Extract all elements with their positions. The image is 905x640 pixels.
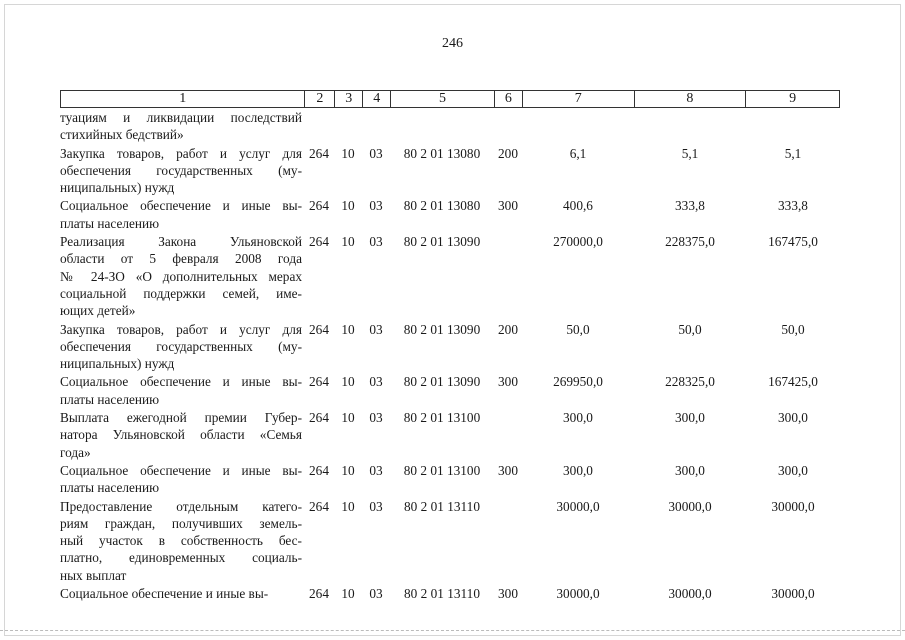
cell-value: 264 [309, 374, 329, 390]
header-cell-1: 1 [179, 91, 187, 106]
row-cell-5 [390, 232, 494, 250]
row-description [60, 461, 304, 497]
cell-value: 10 [341, 462, 355, 478]
row-cell-6 [494, 144, 522, 162]
cell-value: 228325,0 [665, 374, 715, 390]
cell-value: 264 [309, 498, 329, 514]
row-cell-5 [390, 408, 494, 426]
table-header-row [60, 90, 840, 108]
cell-value: 10 [341, 234, 355, 250]
description-line: Социальное обеспечение и иные вы- [60, 374, 302, 390]
header-cell-6: 6 [494, 91, 522, 107]
cell-value: 03 [369, 462, 383, 478]
cell-value: 300 [498, 462, 518, 478]
row-cell-8 [634, 320, 746, 338]
row-cell-6 [494, 108, 522, 109]
cell-value: 80 2 01 13100 [403, 462, 481, 478]
description-line: ных выплат [60, 567, 127, 583]
row-description [60, 372, 304, 408]
row-description [60, 408, 304, 461]
description-line: платы населению [60, 391, 160, 407]
cell-value: 5,1 [784, 145, 802, 161]
cell-value: 333,8 [675, 198, 705, 214]
cell-value: 333,8 [778, 198, 808, 214]
header-cell-4: 4 [362, 91, 390, 107]
cell-value: 80 2 01 13110 [404, 586, 480, 602]
cell-value: 10 [341, 374, 355, 390]
description-line: Социальное обеспечение и иные вы- [60, 462, 302, 478]
table-row [60, 461, 840, 497]
row-cell-6 [494, 196, 522, 214]
cell-value: 03 [369, 410, 383, 426]
row-cell-7 [522, 408, 634, 426]
row-cell-4 [362, 320, 390, 338]
cell-value: 03 [369, 498, 383, 514]
description-line: обеспечения государственных (му- [60, 162, 302, 178]
description-line: Социальное обеспечение и иные вы- [60, 586, 269, 602]
cell-value: 10 [341, 145, 355, 161]
description-line: ный участок в собственность бес- [60, 533, 302, 549]
cell-value: 228375,0 [665, 234, 715, 250]
row-cell-2 [304, 584, 334, 602]
table-body [60, 108, 840, 602]
cell-value: 264 [309, 145, 329, 161]
page-number: 246 [442, 36, 463, 51]
header-cell-5: 5 [390, 91, 494, 107]
row-cell-4 [362, 196, 390, 214]
row-cell-6 [494, 408, 522, 409]
cell-value: 270000,0 [553, 234, 603, 250]
row-cell-5 [390, 320, 494, 338]
description-line: платно, единовременных социаль- [60, 550, 302, 566]
row-cell-6 [494, 497, 522, 498]
row-cell-2 [304, 497, 334, 515]
description-line: туациям и ликвидации последствий [60, 110, 302, 125]
cell-value: 80 2 01 13090 [403, 234, 481, 250]
cell-value: 264 [309, 234, 329, 250]
row-cell-3 [334, 232, 362, 250]
row-cell-7 [522, 232, 634, 250]
row-cell-8 [634, 408, 746, 426]
row-cell-5 [390, 584, 494, 602]
row-cell-4 [362, 144, 390, 162]
description-line: Реализация Закона Ульяновской [60, 234, 302, 250]
description-line: Выплата ежегодной премии Губер- [60, 410, 302, 426]
cell-value: 50,0 [781, 321, 805, 337]
description-line: Предоставление отдельным катего- [60, 498, 302, 514]
description-line: ниципальных) нужд [60, 180, 175, 196]
description-line: Закупка товаров, работ и услуг для [60, 321, 302, 337]
table-row [60, 144, 840, 197]
row-cell-3 [334, 144, 362, 162]
cell-value: 300,0 [563, 462, 593, 478]
description-line: области от 5 февраля 2008 года [60, 251, 302, 267]
row-cell-4 [362, 232, 390, 250]
cell-value: 10 [341, 586, 355, 602]
cell-value: 264 [309, 586, 329, 602]
row-cell-2 [304, 108, 334, 109]
cell-value: 167475,0 [768, 234, 818, 250]
description-line: стихийных бедствий» [60, 127, 184, 143]
header-cell-8: 8 [634, 91, 746, 107]
row-cell-9 [746, 108, 840, 126]
row-cell-9 [746, 320, 840, 338]
cell-value: 80 2 01 13080 [403, 145, 481, 161]
row-cell-3 [334, 372, 362, 390]
cell-value: 50,0 [566, 321, 590, 337]
cell-value: 200 [498, 321, 518, 337]
description-line: риям граждан, получивших земель- [60, 515, 302, 531]
cell-value: 10 [341, 410, 355, 426]
page-bottom-edge [0, 630, 905, 633]
row-cell-9 [746, 144, 840, 162]
cell-value: 03 [369, 198, 383, 214]
row-cell-9 [746, 372, 840, 390]
row-cell-9 [746, 408, 840, 426]
row-cell-3 [334, 108, 362, 109]
row-cell-4 [362, 372, 390, 390]
cell-value: 300,0 [778, 462, 808, 478]
cell-value: 6,1 [569, 145, 587, 161]
row-cell-4 [362, 584, 390, 602]
row-cell-7 [522, 144, 634, 162]
row-cell-7 [522, 372, 634, 390]
cell-value: 10 [341, 198, 355, 214]
header-cell-3: 3 [334, 91, 362, 107]
row-cell-5 [390, 461, 494, 479]
cell-value: 03 [369, 586, 383, 602]
table-row [60, 232, 840, 319]
row-cell-7 [522, 108, 634, 126]
row-cell-9 [746, 196, 840, 214]
row-cell-8 [634, 372, 746, 390]
table-row [60, 320, 840, 373]
row-description [60, 196, 304, 232]
description-line: платы населению [60, 215, 160, 231]
row-description [60, 497, 304, 584]
row-cell-6 [494, 584, 522, 602]
cell-value: 300 [498, 586, 518, 602]
row-cell-8 [634, 461, 746, 479]
row-cell-8 [634, 232, 746, 250]
description-line: Закупка товаров, работ и услуг для [60, 145, 302, 161]
table-row [60, 408, 840, 461]
row-cell-7 [522, 497, 634, 515]
row-cell-6 [494, 372, 522, 390]
row-description [60, 232, 304, 319]
table-row [60, 108, 840, 144]
row-cell-5 [390, 108, 494, 109]
cell-value: 400,6 [563, 198, 593, 214]
cell-value: 167425,0 [768, 374, 818, 390]
cell-value: 03 [369, 374, 383, 390]
cell-value: 30000,0 [771, 498, 815, 514]
row-cell-7 [522, 320, 634, 338]
cell-value: 30000,0 [668, 498, 712, 514]
row-cell-8 [634, 144, 746, 162]
row-cell-2 [304, 372, 334, 390]
cell-value: 30000,0 [668, 586, 712, 602]
cell-value: 50,0 [678, 321, 702, 337]
table-row [60, 196, 840, 232]
cell-value: 200 [498, 145, 518, 161]
description-line: натора Ульяновской области «Семья [60, 427, 302, 443]
row-cell-6 [494, 320, 522, 338]
row-cell-2 [304, 320, 334, 338]
cell-value: 80 2 01 13110 [404, 498, 480, 514]
cell-value: 03 [369, 234, 383, 250]
description-line: № 24-ЗО «О дополнительных мерах [60, 268, 302, 284]
row-cell-3 [334, 408, 362, 426]
header-cell-2: 2 [304, 91, 334, 107]
cell-value: 300,0 [778, 410, 808, 426]
description-line: Социальное обеспечение и иные вы- [60, 198, 302, 214]
cell-value: 80 2 01 13100 [403, 410, 481, 426]
row-cell-2 [304, 232, 334, 250]
row-cell-8 [634, 108, 746, 126]
cell-value: 300,0 [675, 410, 705, 426]
cell-value: 80 2 01 13090 [403, 321, 481, 337]
description-line: года» [60, 444, 91, 460]
row-cell-2 [304, 408, 334, 426]
header-cell-9: 9 [745, 91, 839, 107]
description-line: ющих детей» [60, 303, 136, 319]
row-cell-4 [362, 497, 390, 515]
row-cell-4 [362, 461, 390, 479]
header-cell-7: 7 [522, 91, 634, 107]
row-cell-3 [334, 320, 362, 338]
cell-value: 03 [369, 321, 383, 337]
table-row [60, 584, 840, 602]
description-line: социальной поддержки семей, име- [60, 285, 302, 301]
row-cell-4 [362, 108, 390, 109]
cell-value: 264 [309, 462, 329, 478]
row-cell-5 [390, 196, 494, 214]
row-cell-6 [494, 232, 522, 233]
cell-value: 300,0 [563, 410, 593, 426]
description-line: платы населению [60, 480, 160, 496]
row-cell-8 [634, 584, 746, 602]
row-cell-9 [746, 461, 840, 479]
row-cell-5 [390, 144, 494, 162]
cell-value: 30000,0 [556, 498, 600, 514]
row-cell-3 [334, 584, 362, 602]
cell-value: 300 [498, 374, 518, 390]
cell-value: 80 2 01 13080 [403, 198, 481, 214]
row-description [60, 108, 304, 144]
description-line: обеспечения государственных (му- [60, 338, 302, 354]
row-cell-2 [304, 144, 334, 162]
row-cell-2 [304, 196, 334, 214]
row-cell-5 [390, 372, 494, 390]
budget-table [60, 90, 840, 602]
row-cell-8 [634, 497, 746, 515]
cell-value: 300 [498, 198, 518, 214]
cell-value: 269950,0 [553, 374, 603, 390]
row-cell-7 [522, 584, 634, 602]
row-cell-8 [634, 196, 746, 214]
cell-value: 03 [369, 145, 383, 161]
row-cell-9 [746, 497, 840, 515]
cell-value: 5,1 [681, 145, 699, 161]
row-cell-3 [334, 196, 362, 214]
row-cell-4 [362, 408, 390, 426]
row-cell-3 [334, 497, 362, 515]
row-cell-9 [746, 232, 840, 250]
cell-value: 80 2 01 13090 [403, 374, 481, 390]
row-cell-3 [334, 461, 362, 479]
cell-value: 300,0 [675, 462, 705, 478]
cell-value: 10 [341, 498, 355, 514]
table-row [60, 497, 840, 584]
row-description [60, 144, 304, 197]
cell-value: 10 [341, 321, 355, 337]
cell-value: 264 [309, 321, 329, 337]
cell-value: 30000,0 [556, 586, 600, 602]
table-row [60, 372, 840, 408]
row-description [60, 320, 304, 373]
row-cell-5 [390, 497, 494, 515]
row-cell-7 [522, 196, 634, 214]
row-description [60, 584, 304, 602]
cell-value: 264 [309, 410, 329, 426]
description-line: ниципальных) нужд [60, 356, 175, 372]
cell-value: 30000,0 [771, 586, 815, 602]
row-cell-2 [304, 461, 334, 479]
row-cell-9 [746, 584, 840, 602]
row-cell-7 [522, 461, 634, 479]
row-cell-6 [494, 461, 522, 479]
cell-value: 264 [309, 198, 329, 214]
